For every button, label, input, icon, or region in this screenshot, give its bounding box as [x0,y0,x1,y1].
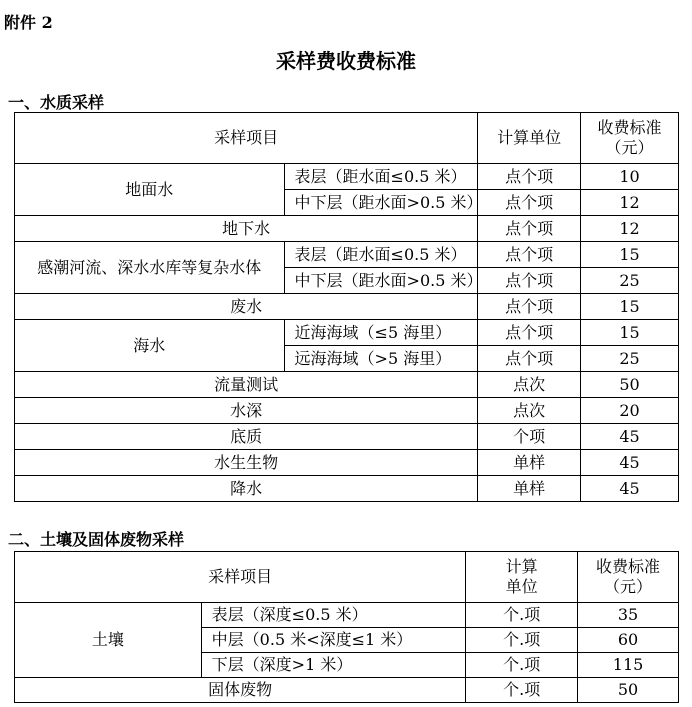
water-sampling-table [14,112,679,502]
unit-cell: 点个项 [478,164,581,190]
fee-cell: 15 [581,320,679,346]
fee-cell: 20 [581,398,679,424]
sub-item: 远海海域（>5 海里） [284,346,478,372]
sub-item: 下层（深度>1 米） [201,653,466,678]
fee-cell: 50 [581,372,679,398]
table-row [15,678,679,703]
item-name: 地面水 [15,164,285,216]
item-name: 土壤 [15,603,202,678]
unit-cell: 点个项 [478,320,581,346]
header-unit: 计算单位 [478,113,581,164]
table-row [15,242,679,268]
unit-cell: 个.项 [466,628,578,653]
fee-cell: 45 [581,476,679,502]
fee-cell: 115 [578,653,679,678]
table-row [15,294,679,320]
table-row [15,603,679,628]
fee-cell: 45 [581,424,679,450]
fee-cell: 10 [581,164,679,190]
table-row [15,372,679,398]
unit-cell: 单样 [478,476,581,502]
section-title-soil: 二、土壤及固体废物采样 [8,530,185,549]
item-name: 地下水 [15,216,478,242]
table-header-row [15,552,679,603]
sub-item: 表层（距水面≤0.5 米） [284,242,478,268]
header-unit: 计算 单位 [466,552,578,603]
item-name: 废水 [15,294,478,320]
page-title: 采样费收费标准 [276,49,416,73]
table-row [15,164,679,190]
fee-cell: 15 [581,242,679,268]
fee-cell: 12 [581,216,679,242]
unit-cell: 个.项 [466,653,578,678]
sub-item: 表层（深度≤0.5 米） [201,603,466,628]
table-row [15,476,679,502]
table-row [15,424,679,450]
header-fee: 收费标准 （元） [581,113,679,164]
unit-cell: 个.项 [466,678,578,703]
unit-cell: 点次 [478,398,581,424]
item-name: 流量测试 [15,372,478,398]
fee-cell: 25 [581,346,679,372]
item-name: 水深 [15,398,478,424]
unit-cell: 点个项 [478,268,581,294]
unit-cell: 个项 [478,424,581,450]
item-name: 水生生物 [15,450,478,476]
unit-cell: 点次 [478,372,581,398]
sub-item: 表层（距水面≤0.5 米） [284,164,478,190]
attachment-label: 附件 2 [4,13,53,32]
section-title-water: 一、水质采样 [8,93,105,112]
fee-cell: 60 [578,628,679,653]
header-fee: 收费标准 （元） [578,552,679,603]
soil-sampling-table [14,551,679,703]
fee-cell: 50 [578,678,679,703]
fee-cell: 45 [581,450,679,476]
fee-cell: 35 [578,603,679,628]
table-row [15,450,679,476]
unit-cell: 点个项 [478,216,581,242]
table-row [15,216,679,242]
sub-item: 中层（0.5 米<深度≤1 米） [201,628,466,653]
unit-cell: 点个项 [478,190,581,216]
unit-cell: 点个项 [478,294,581,320]
item-name: 降水 [15,476,478,502]
sub-item: 中下层（距水面>0.5 米） [284,268,478,294]
unit-cell: 个.项 [466,603,578,628]
unit-cell: 点个项 [478,346,581,372]
fee-cell: 12 [581,190,679,216]
header-item: 采样项目 [15,113,478,164]
item-name: 固体废物 [15,678,466,703]
item-name: 底质 [15,424,478,450]
fee-cell: 25 [581,268,679,294]
sub-item: 中下层（距水面>0.5 米） [284,190,478,216]
table-row [15,398,679,424]
sub-item: 近海海域（≤5 海里） [284,320,478,346]
item-name: 感潮河流、深水水库等复杂水体 [15,242,285,294]
unit-cell: 点个项 [478,242,581,268]
unit-cell: 单样 [478,450,581,476]
table-header-row [15,113,679,164]
fee-cell: 15 [581,294,679,320]
header-item: 采样项目 [15,552,466,603]
item-name: 海水 [15,320,285,372]
table-row [15,320,679,346]
